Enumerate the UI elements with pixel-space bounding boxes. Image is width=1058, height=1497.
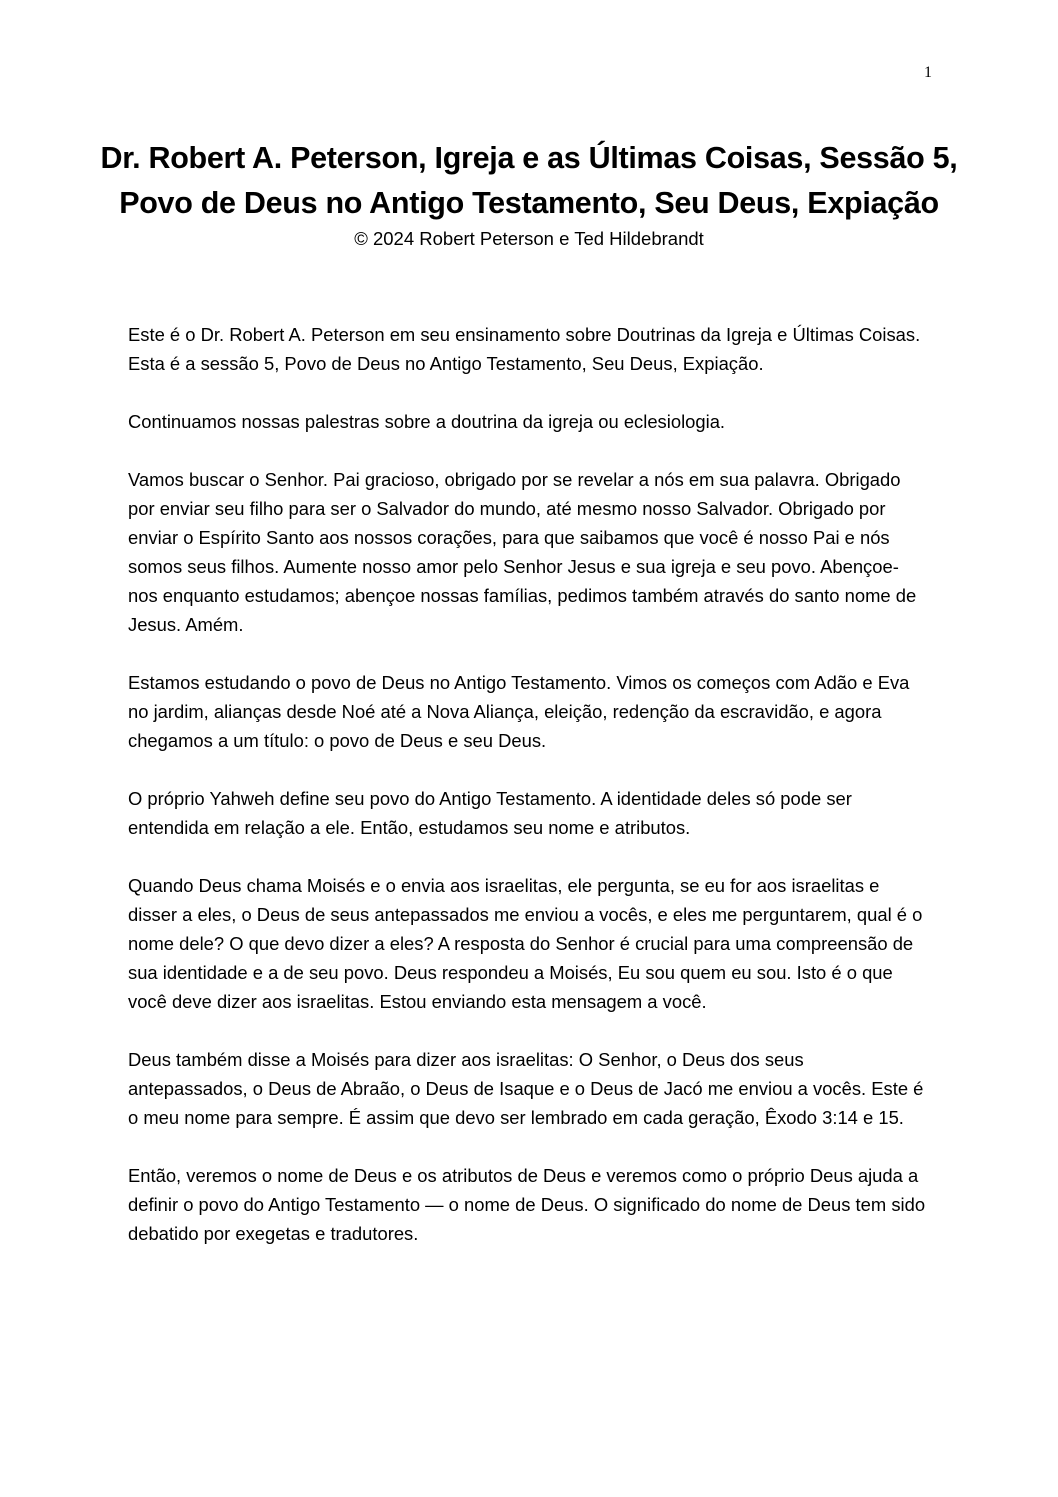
copyright-line: © 2024 Robert Peterson e Ted Hildebrandt — [354, 228, 704, 249]
paragraph-exodus-quote: Deus também disse a Moisés para dizer aos israelitas: O Senhor, o Deus dos seus antepassados, o Deus de Abraão, o Deus de Isaque e o Deus de Jacó me enviou a vocês. Este é o meu nome para sempre. É assim que devo ser lembrado em cada geração, Êxodo 3:14 e 15. — [128, 1049, 924, 1128]
paragraph-moses-call: Quando Deus chama Moisés e o envia aos israelitas, ele pergunta, se eu for aos israelitas e disser a eles, o Deus de seus antepassados me enviou a vocês, e eles me perguntarem, qual é o nome dele? O que devo dizer a eles? A resposta do Senhor é crucial para uma compreensão de sua identidade e a de seu povo. Deus respondeu a Moisés, Eu sou quem eu sou. Isto é o que você deve dizer aos israelitas. Estou enviando esta mensagem a você. — [128, 875, 923, 1012]
page-number: 1 — [924, 64, 932, 81]
paragraph-gods-name: Então, veremos o nome de Deus e os atributos de Deus e veremos como o próprio Deus ajuda a definir o povo do Antigo Testamento — o nome de Deus. O significado do nome de Deus tem sido debatido por exegetas e tradutores. — [128, 1165, 926, 1244]
paragraph-continuation: Continuamos nossas palestras sobre a doutrina da igreja ou eclesiologia. — [128, 411, 726, 432]
paragraph-yahweh: O próprio Yahweh define seu povo do Antigo Testamento. A identidade deles só pode ser entendida em relação a ele. Então, estudamos seu nome e atributos. — [128, 788, 852, 838]
paragraph-intro: Este é o Dr. Robert A. Peterson em seu ensinamento sobre Doutrinas da Igreja e Últimas Coisas. Esta é a sessão 5, Povo de Deus no Antigo Testamento, Seu Deus, Expiação. — [128, 324, 921, 374]
paragraph-prayer: Vamos buscar o Senhor. Pai gracioso, obrigado por se revelar a nós em sua palavra. Obrigado por enviar seu filho para ser o Salvador do mundo, até mesmo nosso Salvador. Obrigado por enviar o Espírito Santo aos nossos corações, para que saibamos que você é nosso Pai e nós somos seus filhos. Aumente nosso amor pelo Senhor Jesus e sua igreja e seu povo. Abençoe-nos enquanto estudamos; abençoe nossas famílias, pedimos também através do santo nome de Jesus. Amém. — [128, 469, 917, 635]
document-body — [128, 320, 928, 1277]
document-title: Dr. Robert A. Peterson, Igreja e as Últimas Coisas, Sessão 5, Povo de Deus no Antigo Testamento, Seu Deus, Expiação — [100, 141, 958, 220]
document-header — [60, 136, 998, 251]
paragraph-study-summary: Estamos estudando o povo de Deus no Antigo Testamento. Vimos os começos com Adão e Eva no jardim, alianças desde Noé até a Nova Aliança, eleição, redenção da escravidão, e agora chegamos a um título: o povo de Deus e seu Deus. — [128, 672, 910, 751]
